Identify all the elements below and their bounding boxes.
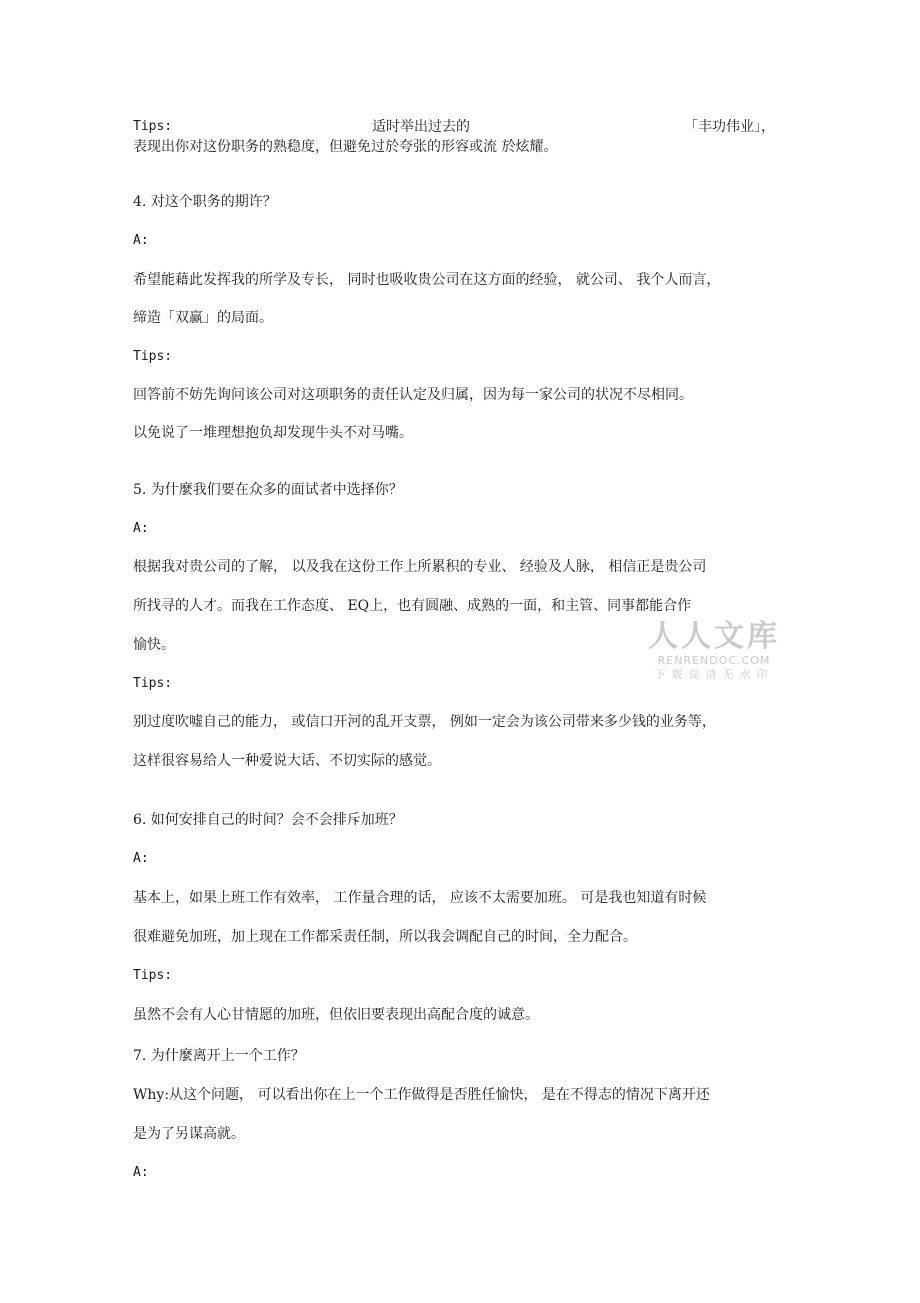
question-6-title: 6. 如何安排自己的时间？会不会排斥加班？ [133,812,403,828]
tips-text: 这样很容易给人一种爱说大话、不切实际的感觉。 [133,753,441,769]
tips-text: 回答前不妨先询问该公司对这项职务的责任认定及归属，因为每一家公司的状况不尽相同。 [133,387,693,403]
tip-text-line: 表现出你对这份职务的熟稳度，但避免过於夸张的形容或流 於炫耀。 [133,139,558,155]
answer-text: 希望能藉此发挥我的所学及专长， 同时也吸收贵公司在这方面的经验， 就公司、 我个人而言， [133,272,721,288]
answer-label: A: [133,851,149,866]
tips-text: 以免说了一堆理想抱负却发现牛头不对马嘴。 [133,425,413,441]
answer-label: A: [133,233,149,248]
tips-label: Tips: [133,676,173,691]
answer-label: A: [133,521,149,536]
tip-label: Tips: [133,119,173,134]
question-7-title: 7. 为什麼离开上一个工作？ [133,1048,305,1064]
watermark-slogan: 下载高清无水印 [654,668,774,681]
why-text: 是为了另谋高就。 [133,1126,245,1142]
why-text: Why:从这个问题， 可以看出你在上一个工作做得是否胜任愉快， 是在不得志的情况下离开还 [133,1087,710,1103]
answer-label: A: [133,1165,149,1180]
tips-label: Tips: [133,349,173,364]
question-4-title: 4. 对这个职务的期许？ [133,194,277,210]
answer-text: 愉快。 [133,637,175,653]
watermark [648,620,780,682]
tip-text-right: 「丰功伟业」， [684,119,775,135]
answer-text: 所找寻的人才。而我在工作态度、 EQ上，也有圆融、成熟的一面，和主管、同事都能合作 [133,598,692,614]
question-5-title: 5. 为什麼我们要在众多的面试者中选择你？ [133,482,403,498]
tips-text: 别过度吹嘘自己的能力， 或信口开河的乱开支票， 例如一定会为该公司带来多少钱的业务等， [133,714,716,730]
tips-label: Tips: [133,968,173,983]
tip-text-middle: 适时举出过去的 [372,119,470,135]
watermark-domain: RENRENDOC.COM [657,654,771,667]
watermark-title: 人人文库 [648,619,780,654]
tips-text: 虽然不会有人心甘情愿的加班，但依旧要表现出高配合度的诚意。 [133,1007,539,1023]
answer-text: 根据我对贵公司的了解， 以及我在这份工作上所累积的专业、 经验及人脉， 相信正是贵公司 [133,559,707,575]
answer-text: 基本上，如果上班工作有效率， 工作量合理的话， 应该不太需要加班。 可是我也知道有时候 [133,890,707,906]
answer-text: 缔造「双赢」的局面。 [133,310,273,326]
answer-text: 很难避免加班，加上现在工作都采责任制，所以我会调配自己的时间，全力配合。 [133,929,637,945]
